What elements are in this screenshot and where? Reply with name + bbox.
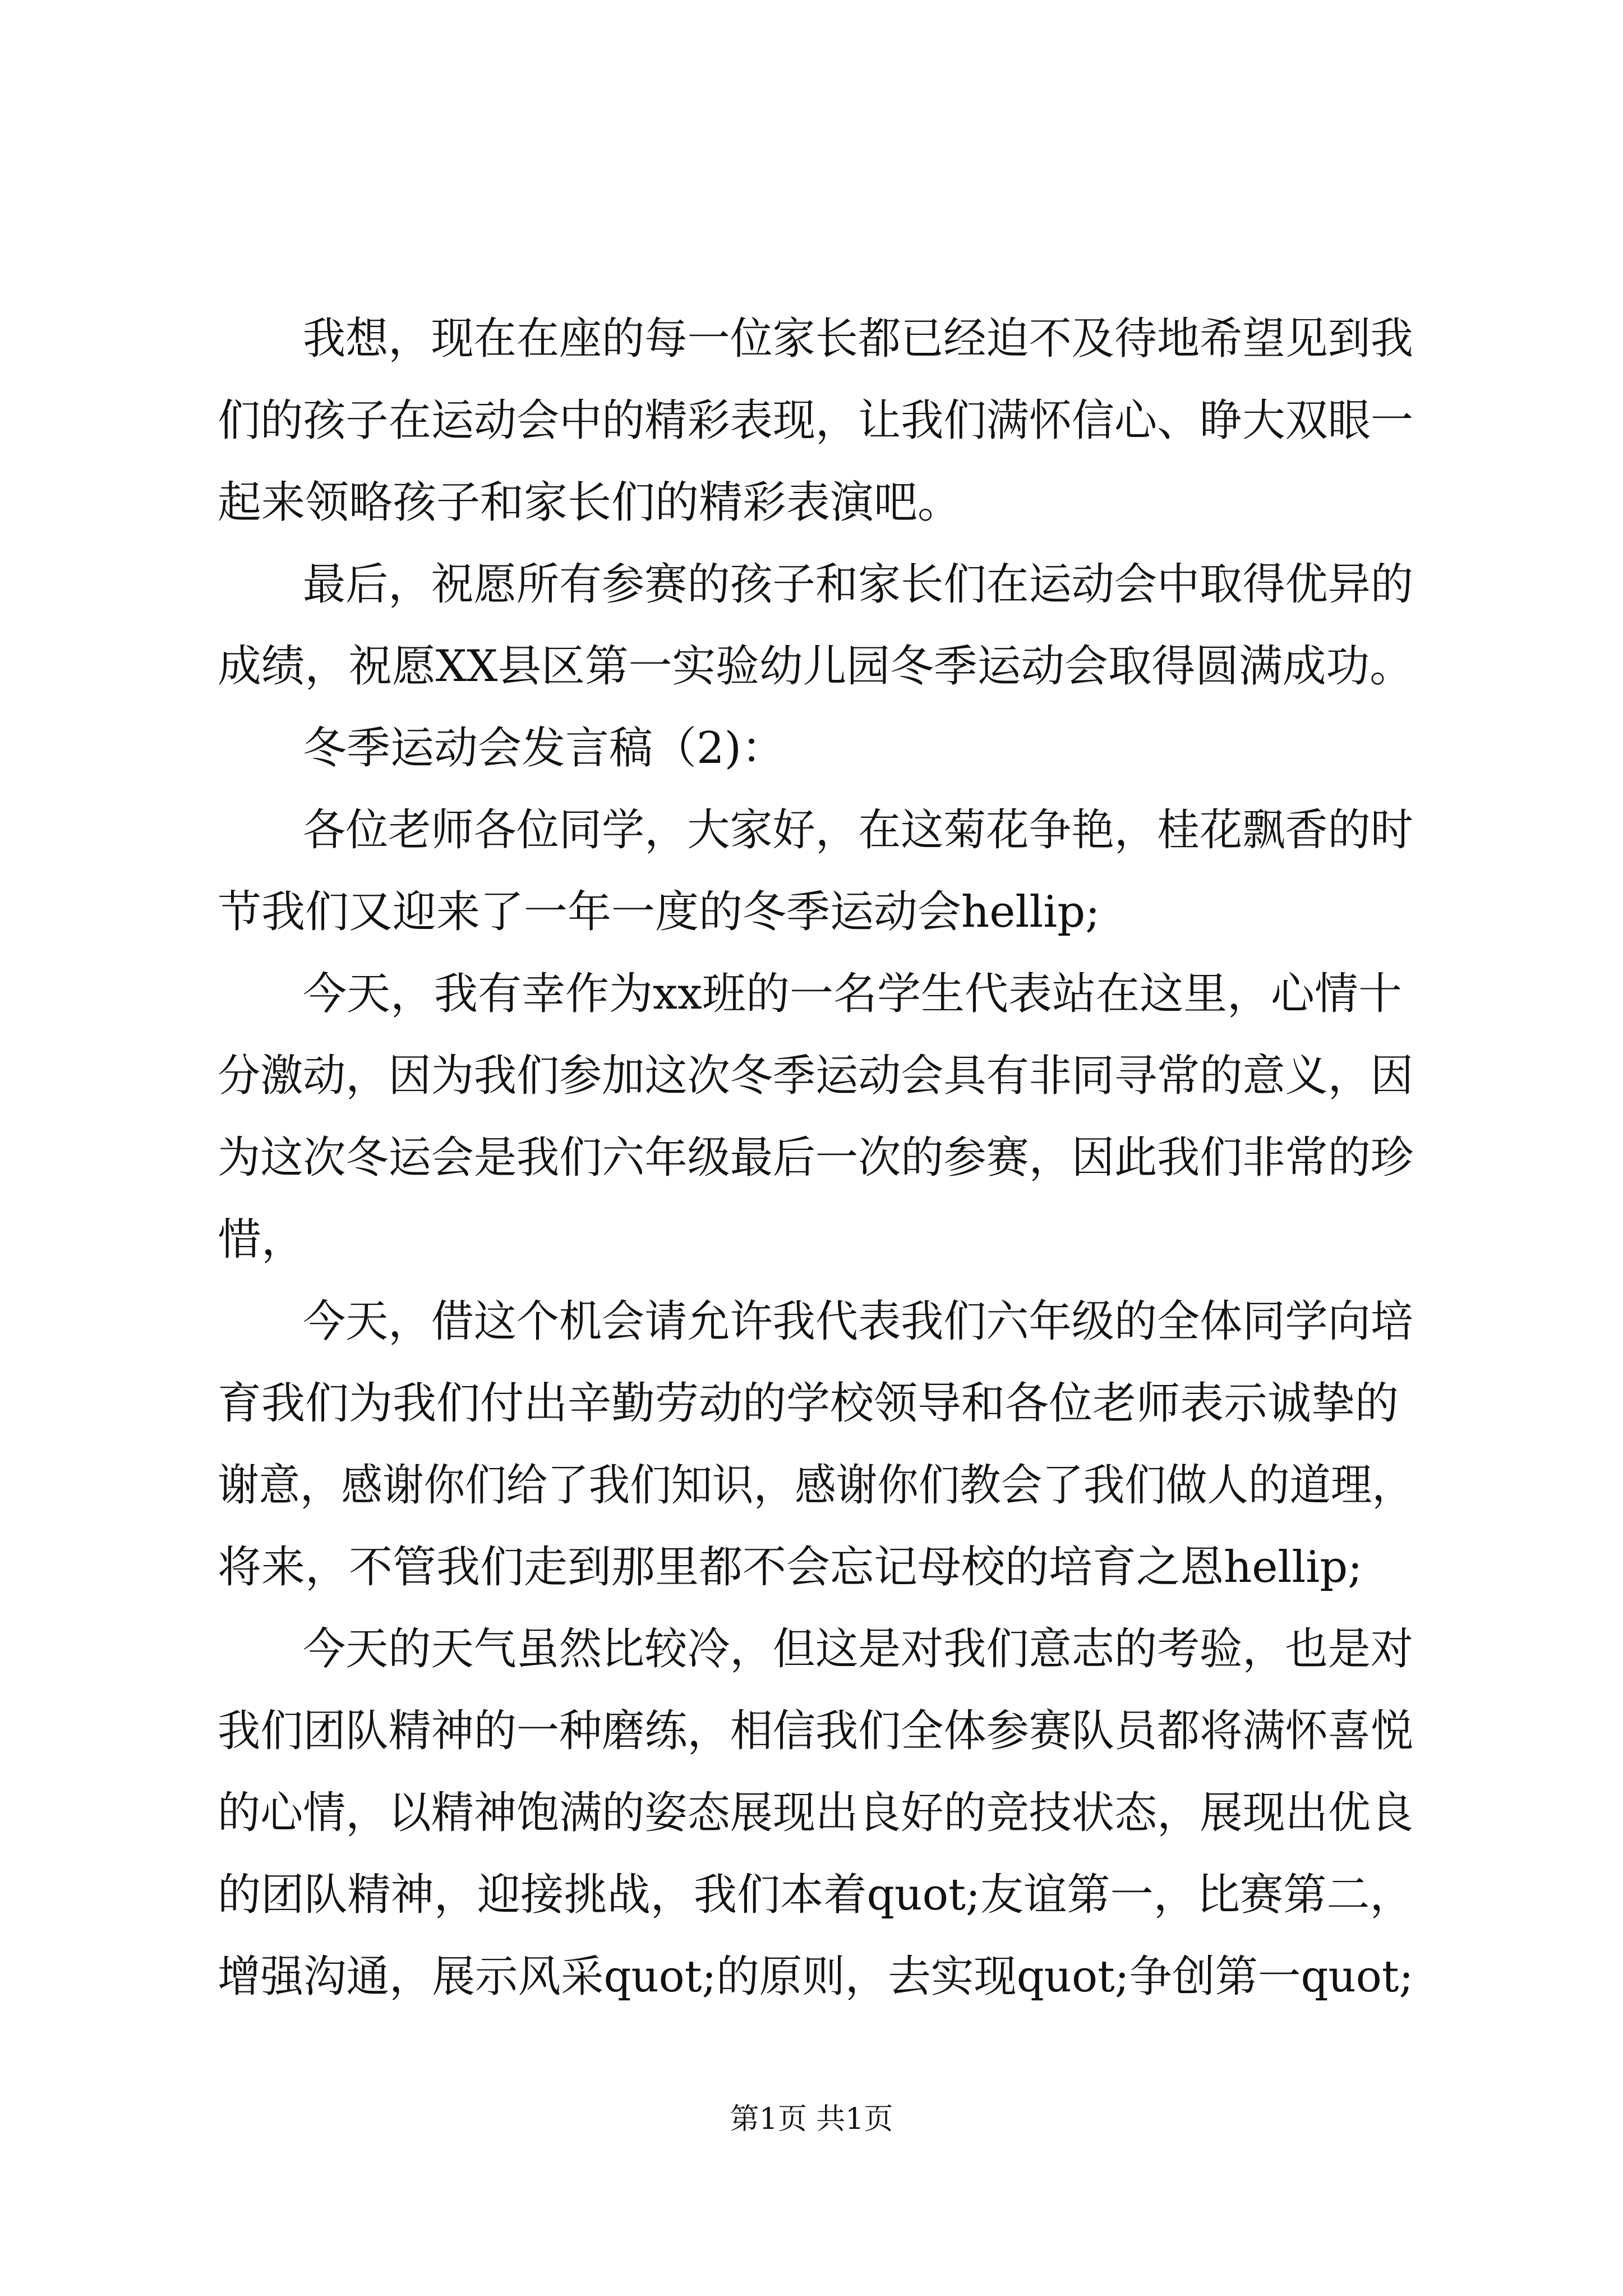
paragraph-line: 我想，现在在座的每一位家长都已经迫不及待地希望见到我 [303, 314, 1413, 364]
paragraph-line: 各位老师各位同学，大家好，在这菊花争艳，桂花飘香的时 [303, 805, 1413, 855]
paragraph-line: 们的孩子在运动会中的精彩表现，让我们满怀信心、睁大双眼一 [218, 395, 1414, 446]
paragraph-line: 节我们又迎来了一年一度的冬季运动会hellip; [218, 887, 1100, 937]
paragraph-line: 起来领略孩子和家长们的精彩表演吧。 [218, 477, 962, 528]
paragraph-line: 我们团队精神的一种磨练，相信我们全体参赛队员都将满怀喜悦 [218, 1706, 1414, 1756]
paragraph-line: 成绩，祝愿XX县区第一实验幼儿园冬季运动会取得圆满成功。 [218, 641, 1414, 692]
paragraph-line: 今天，我有幸作为xx班的一名学生代表站在这里，心情十 [303, 969, 1402, 1019]
paragraph-line: 谢意，感谢你们给了我们知识，感谢你们教会了我们做人的道理， [218, 1460, 1413, 1511]
paragraph-line: 分激动，因为我们参加这次冬季运动会具有非同寻常的意义，因 [218, 1051, 1414, 1101]
paragraph-line: 的团队精神，迎接挑战，我们本着quot;友谊第一，比赛第二， [218, 1870, 1413, 1920]
paragraph-line: 惜， [218, 1214, 306, 1265]
paragraph-line: 今天的天气虽然比较冷，但这是对我们意志的考验，也是对 [303, 1624, 1413, 1674]
paragraph-line: 将来，不管我们走到那里都不会忘记母校的培育之恩hellip; [218, 1542, 1363, 1593]
paragraph-line: 最后，祝愿所有参赛的孩子和家长们在运动会中取得优异的 [303, 559, 1413, 610]
paragraph-line: 的心情，以精神饱满的姿态展现出良好的竞技状态，展现出优良 [218, 1788, 1414, 1838]
page-footer [0, 2102, 1623, 2136]
paragraph-line: 为这次冬运会是我们六年级最后一次的参赛，因此我们非常的珍 [218, 1133, 1414, 1183]
section-heading: 冬季运动会发言稿（2)： [303, 723, 786, 774]
paragraph-line: 育我们为我们付出辛勤劳动的学校领导和各位老师表示诚挚的 [218, 1378, 1399, 1429]
paragraph-line: 增强沟通，展示风采quot;的原则，去实现quot;争创第一quot; [218, 1952, 1414, 2002]
paragraph-line: 今天，借这个机会请允许我代表我们六年级的全体同学向培 [303, 1296, 1413, 1347]
page-number-label: 第1页 共1页 [730, 2102, 893, 2136]
